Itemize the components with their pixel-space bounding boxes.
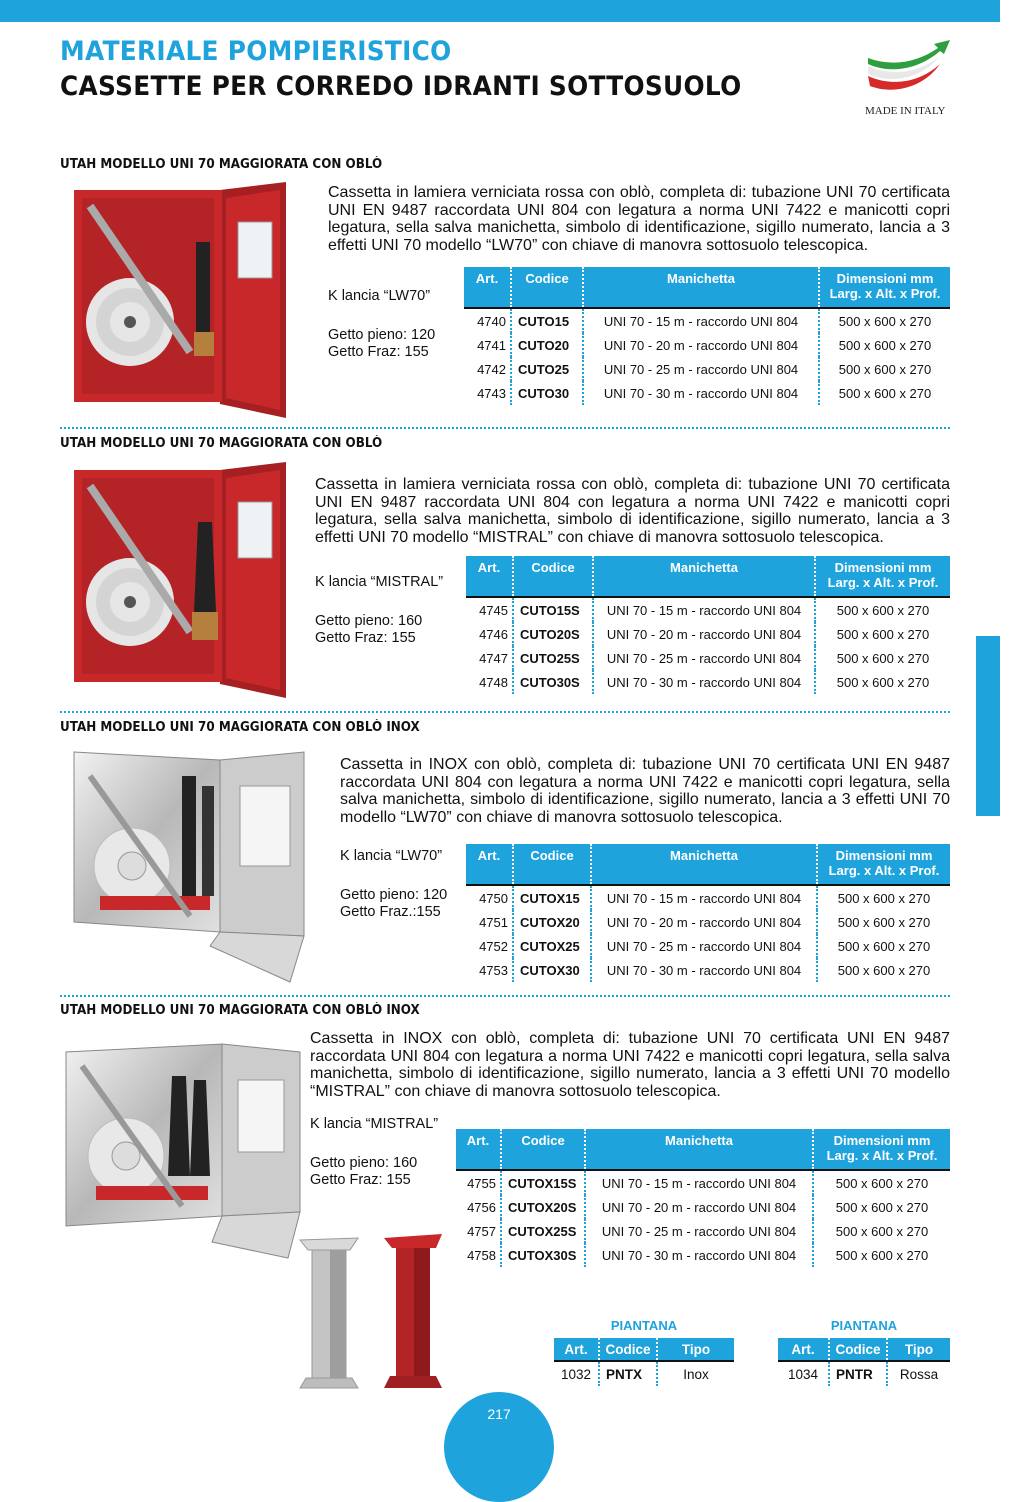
col-dimensioni-header: Dimensioni mm Larg. x Alt. x Prof. (815, 556, 950, 597)
section-4-specs (310, 1116, 438, 1189)
inox-cabinet-mistral-image (62, 1036, 312, 1262)
section-3-description: Cassetta in INOX con oblò, completa di: tubazione UNI 70 certificata UNI EN 9487 raccordata UNI 804 con legatura a norma UNI 7422 e manicotti copri legatura, sella salva manichetta, simbolo di identificazione, sigillo numerato, lancia a 3 effetti UNI 70 modello “LW70” con chiave di manovra sottosuolo telescopica. (340, 756, 950, 826)
piantana-title: PIANTANA (830, 1318, 898, 1333)
piantana-title: PIANTANA (610, 1318, 678, 1333)
table-row: 4755 CUTOX15S UNI 70 - 15 m - raccordo UNI 804 500 x 600 x 270 (456, 1170, 950, 1195)
section-divider (60, 995, 950, 997)
col-manichetta-header: Manichetta (585, 1129, 813, 1170)
red-cabinet-lw70-image (70, 182, 292, 422)
table-row: 4756 CUTOX20S UNI 70 - 20 m - raccordo UNI 804 500 x 600 x 270 (456, 1195, 950, 1219)
col-art-header: Art. (466, 556, 513, 597)
page-number: 217 (487, 1406, 511, 1422)
col-art-header: Art. (464, 267, 511, 308)
getto-pieno-label: Getto pieno: 160 (310, 1155, 418, 1171)
section-divider (60, 711, 950, 713)
piantana-table-inox (554, 1338, 734, 1386)
section-title-4: UTAH MODELLO UNI 70 MAGGIORATA CON OBLÒ INOX (60, 1003, 420, 1018)
k-lancia-label: K lancia “MISTRAL” (315, 574, 444, 590)
italy-flag-logo-icon (860, 36, 960, 96)
table-row: 4743 CUTO30 UNI 70 - 30 m - raccordo UNI 804 500 x 600 x 270 (464, 381, 950, 405)
section-1-description: Cassetta in lamiera verniciata rossa con oblò, completa di: tubazione UNI 70 certificata UNI EN 9487 raccordata UNI 804 con legatura a norma UNI 7422 e manicotti copri legatura, sella salva manichetta, simbolo di identificazione, sigillo numerato, lancia a 3 effetti UNI 70 modello “LW70” con chiave di manovra sottosuolo telescopica. (328, 184, 950, 254)
page-title: CASSETTE PER CORREDO IDRANTI SOTTOSUOLO (60, 71, 742, 102)
col-dimensioni-header: Dimensioni mm Larg. x Alt. x Prof. (813, 1129, 950, 1170)
piantana-table-rossa (778, 1338, 950, 1386)
col-dimensioni-header: Dimensioni mm Larg. x Alt. x Prof. (819, 267, 950, 308)
section-3-specs (340, 848, 447, 921)
table-row: 4745 CUTO15S UNI 70 - 15 m - raccordo UNI 804 500 x 600 x 270 (466, 597, 950, 622)
table-row: 4753 CUTOX30 UNI 70 - 30 m - raccordo UNI 804 500 x 600 x 270 (466, 958, 950, 982)
col-codice-header: Codice (513, 844, 591, 885)
table-row: 4750 CUTOX15 UNI 70 - 15 m - raccordo UNI 804 500 x 600 x 270 (466, 885, 950, 910)
section-title-3: UTAH MODELLO UNI 70 MAGGIORATA CON OBLÒ INOX (60, 720, 420, 735)
made-in-italy-label: MADE IN ITALY (865, 105, 946, 117)
col-tipo-header: Tipo (657, 1338, 734, 1361)
col-manichetta-header: Manichetta (593, 556, 815, 597)
section-title-2: UTAH MODELLO UNI 70 MAGGIORATA CON OBLÒ (60, 436, 383, 451)
getto-fraz-label: Getto Fraz: 155 (310, 1172, 411, 1188)
table-row: 4746 CUTO20S UNI 70 - 20 m - raccordo UNI 804 500 x 600 x 270 (466, 622, 950, 646)
side-index-tab (976, 636, 1000, 816)
col-codice-header: Codice (599, 1338, 657, 1361)
col-manichetta-header: Manichetta (583, 267, 819, 308)
table-row: 4752 CUTOX25 UNI 70 - 25 m - raccordo UNI 804 500 x 600 x 270 (466, 934, 950, 958)
getto-pieno-label: Getto pieno: 120 (328, 327, 436, 343)
col-codice-header: Codice (511, 267, 583, 308)
col-manichetta-header: Manichetta (591, 844, 817, 885)
col-art-header: Art. (466, 844, 513, 885)
col-codice-header: Codice (513, 556, 593, 597)
table-row: 4742 CUTO25 UNI 70 - 25 m - raccordo UNI 804 500 x 600 x 270 (464, 357, 950, 381)
table-row: 4747 CUTO25S UNI 70 - 25 m - raccordo UNI 804 500 x 600 x 270 (466, 646, 950, 670)
spec-table-4 (456, 1129, 950, 1267)
table-row: 1034 PNTR Rossa (778, 1361, 950, 1386)
k-lancia-label: K lancia “LW70” (340, 848, 443, 864)
col-art-header: Art. (456, 1129, 501, 1170)
table-row: 4751 CUTOX20 UNI 70 - 20 m - raccordo UNI 804 500 x 600 x 270 (466, 910, 950, 934)
col-art-header: Art. (778, 1338, 829, 1361)
spec-table-2 (466, 556, 950, 694)
table-row: 4748 CUTO30S UNI 70 - 30 m - raccordo UNI 804 500 x 600 x 270 (466, 670, 950, 694)
getto-pieno-label: Getto pieno: 160 (315, 613, 423, 629)
col-codice-header: Codice (829, 1338, 887, 1361)
table-row: 4758 CUTOX30S UNI 70 - 30 m - raccordo UNI 804 500 x 600 x 270 (456, 1243, 950, 1267)
col-codice-header: Codice (501, 1129, 585, 1170)
table-row: 4741 CUTO20 UNI 70 - 20 m - raccordo UNI 804 500 x 600 x 270 (464, 333, 950, 357)
page-number-badge (444, 1392, 554, 1502)
k-lancia-label: K lancia “LW70” (328, 288, 431, 304)
k-lancia-label: K lancia “MISTRAL” (310, 1116, 439, 1132)
getto-fraz-label: Getto Fraz: 155 (315, 630, 416, 646)
red-cabinet-mistral-image (70, 462, 292, 702)
section-4-description: Cassetta in INOX con oblò, completa di: tubazione UNI 70 certificata UNI EN 9487 raccordata UNI 804 con legatura a norma UNI 7422 e manicotti copri legatura, sella salva manichetta, simbolo di identificazione, sigillo numerato, lancia a 3 effetti UNI 70 modello “MISTRAL” con chiave di manovra sottosuolo telescopica. (310, 1030, 950, 1100)
section-2-specs (315, 574, 443, 647)
getto-pieno-label: Getto pieno: 120 (340, 887, 448, 903)
section-divider (60, 427, 950, 429)
col-dimensioni-header: Dimensioni mm Larg. x Alt. x Prof. (817, 844, 950, 885)
section-1-specs (328, 288, 435, 361)
section-title-1: UTAH MODELLO UNI 70 MAGGIORATA CON OBLÒ (60, 157, 383, 172)
page-title-category: MATERIALE POMPIERISTICO (60, 36, 452, 67)
getto-fraz-label: Getto Fraz.:155 (340, 904, 441, 920)
spec-table-3 (466, 844, 950, 982)
table-row: 4740 CUTO15 UNI 70 - 15 m - raccordo UNI 804 500 x 600 x 270 (464, 308, 950, 333)
piantana-rossa-image (380, 1232, 450, 1392)
section-2-description: Cassetta in lamiera verniciata rossa con oblò, completa di: tubazione UNI 70 certificata UNI EN 9487 raccordata UNI 804 con legatura a norma UNI 7422 e manicotti copri legatura, sella salva manichetta, simbolo di identificazione, sigillo numerato, lancia a 3 effetti UNI 70 modello “MISTRAL” con chiave di manovra sottosuolo telescopica. (315, 476, 950, 546)
getto-fraz-label: Getto Fraz: 155 (328, 344, 429, 360)
table-row: 1032 PNTX Inox (554, 1361, 734, 1386)
spec-table-1 (464, 267, 950, 405)
col-tipo-header: Tipo (887, 1338, 950, 1361)
piantana-inox-image (296, 1236, 366, 1392)
top-accent-bar (0, 0, 1000, 22)
col-art-header: Art. (554, 1338, 599, 1361)
table-row: 4757 CUTOX25S UNI 70 - 25 m - raccordo UNI 804 500 x 600 x 270 (456, 1219, 950, 1243)
inox-cabinet-lw70-image (70, 746, 320, 986)
